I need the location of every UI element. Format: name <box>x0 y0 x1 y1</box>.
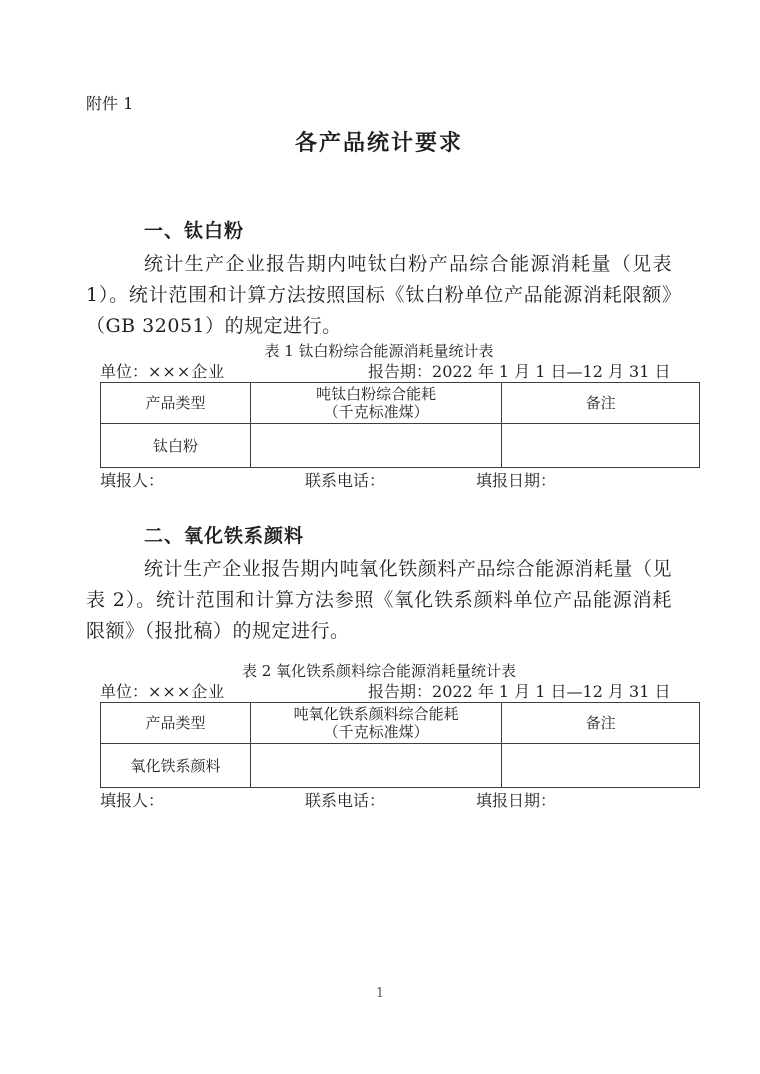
table-1-period <box>368 362 671 382</box>
table-1-header-remark: 备注 <box>502 383 700 424</box>
table-2-footer <box>100 791 700 811</box>
document-title: 各产品统计要求 <box>294 130 463 156</box>
period-label: 报告期： <box>368 362 433 381</box>
unit-value-underlined: ×××企业 <box>148 682 313 703</box>
table-2-cell-remark-blank <box>502 744 700 788</box>
table-1-cell-remark-blank <box>502 424 700 468</box>
phone-label: 联系电话： <box>305 791 386 810</box>
filler-label: 填报人： <box>100 791 165 810</box>
table-2-cell-product: 氧化铁系颜料 <box>101 744 251 788</box>
table-2-data-row <box>101 744 700 788</box>
table-1-cell-product: 钛白粉 <box>101 424 251 468</box>
table-1-block <box>100 362 700 491</box>
statistics-table-1 <box>100 382 700 468</box>
table-2-header-row <box>101 703 700 744</box>
section-2-paragraph: 统计生产企业报告期内吨氧化铁颜料产品综合能源消耗量（见表 2）。统计范围和计算方法参照《氧化铁系颜料单位产品能源消耗限额》（报批稿）的规定进行。 <box>86 558 672 642</box>
section-2-heading: 二、氧化铁系颜料 <box>144 525 305 547</box>
section-titanium-dioxide <box>86 218 672 491</box>
table-1-header-row <box>101 383 700 424</box>
table-2-block <box>100 682 700 811</box>
table-2-header-product-type: 产品类型 <box>101 703 251 744</box>
section-iron-oxide-pigment <box>86 523 672 811</box>
section-1-heading: 一、钛白粉 <box>144 220 245 242</box>
phone-label: 联系电话： <box>305 471 386 490</box>
date-label: 填报日期： <box>476 471 557 490</box>
statistics-table-2 <box>100 702 700 788</box>
table-1-header-energy-line1: 吨钛白粉综合能耗 <box>316 385 437 403</box>
period-value: 2022 年 1 月 1 日—12 月 31 日 <box>432 362 671 381</box>
period-label: 报告期： <box>368 682 433 701</box>
date-label: 填报日期： <box>476 791 557 810</box>
period-value: 2022 年 1 月 1 日—12 月 31 日 <box>432 682 671 701</box>
table-2-header-remark: 备注 <box>502 703 700 744</box>
page-number: 1 <box>375 986 385 1001</box>
section-1-paragraph: 统计生产企业报告期内吨钛白粉产品综合能源消耗量（见表1）。统计范围和计算方法按照国标《钛白粉单位产品能源消耗限额》（GB 32051）的规定进行。 <box>86 253 672 337</box>
filler-label: 填报人： <box>100 471 165 490</box>
table-1-data-row <box>101 424 700 468</box>
table-1-unit <box>100 362 313 381</box>
attachment-label: 附件 1 <box>86 94 134 113</box>
unit-label: 单位： <box>100 362 149 381</box>
table-2-meta-line <box>100 682 700 702</box>
unit-value-underlined: ×××企业 <box>148 362 313 383</box>
table-1-header-energy-line2: （千克标准煤） <box>323 403 429 421</box>
table-2-period <box>368 682 671 702</box>
table-1-cell-energy-blank <box>251 424 502 468</box>
table-1-footer <box>100 471 700 491</box>
table-2-header-energy <box>251 703 502 744</box>
table-2-cell-energy-blank <box>251 744 502 788</box>
unit-label: 单位： <box>100 682 149 701</box>
table-2-unit <box>100 682 313 701</box>
table-1-header-product-type: 产品类型 <box>101 383 251 424</box>
table-2-header-energy-line1: 吨氧化铁系颜料综合能耗 <box>293 705 459 723</box>
table-1-meta-line <box>100 362 700 382</box>
table-2-header-energy-line2: （千克标准煤） <box>323 723 429 741</box>
table-1-header-energy <box>251 383 502 424</box>
table-2-caption: 表 2 氧化铁系颜料综合能源消耗量统计表 <box>241 662 517 680</box>
table-1-caption: 表 1 钛白粉综合能源消耗量统计表 <box>264 342 494 360</box>
